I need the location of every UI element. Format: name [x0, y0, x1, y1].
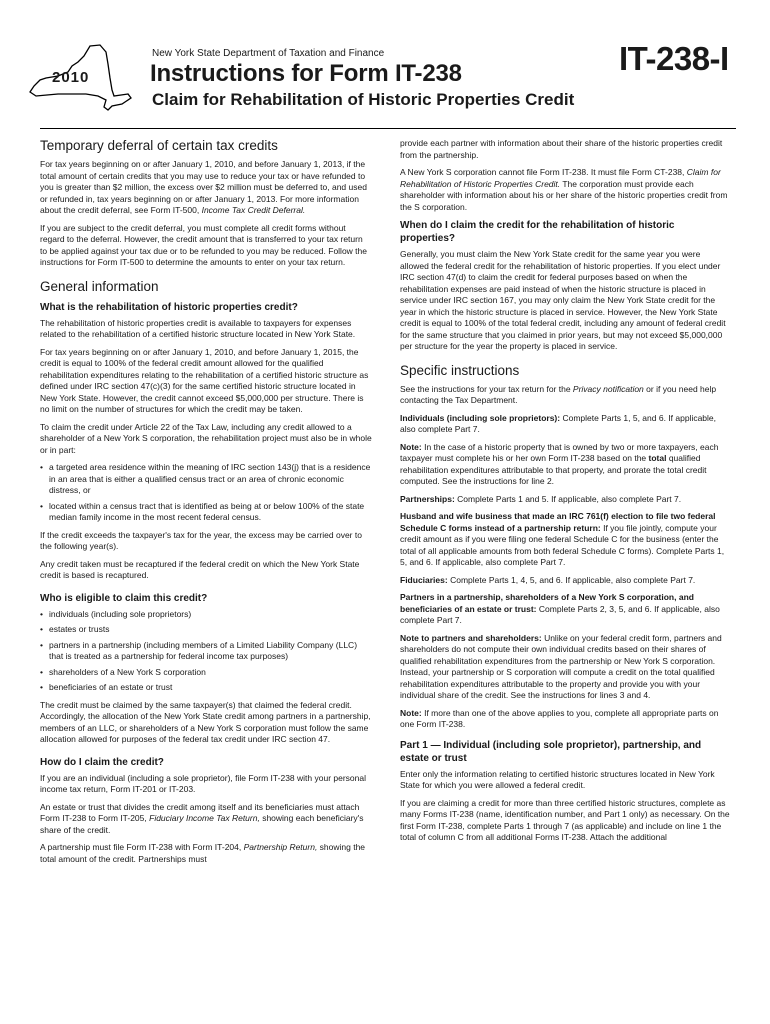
what-paragraph-4: If the credit exceeds the taxpayer's tax for the year, the excess may be carried over to the following year(s).	[40, 529, 362, 551]
specific-instructions-heading: Specific instructions	[400, 362, 520, 378]
list-item: • beneficiaries of an estate or trust	[40, 682, 372, 694]
fiduciaries-paragraph: Fiduciaries: Complete Parts 1, 4, 5, and 6. If applicable, also complete Part 7.	[400, 574, 696, 585]
individuals-paragraph: Individuals (including sole proprietors): Complete Parts 1, 5, and 6. If applicable, also complete Part 7.	[400, 412, 717, 434]
note-partners-shareholders: Note to partners and shareholders: Unlike on your federal credit form, partners and shareholders do not compute their own individual credits based on their shares of qualified rehabilitation expenditures from the partnership or New York S corporation. Instead, your partnership or S corporation will compute a credit on the total qualified rehabilitation expenditures attributable to the property and provide you with your individual share of the credit. See the instructions for lines 3 and 4.	[400, 632, 722, 700]
privacy-paragraph: See the instructions for your tax return for the Privacy notification or if you need help contacting the Tax Department.	[400, 383, 717, 405]
department-name: New York State Department of Taxation and Finance	[152, 48, 385, 59]
list-item: • a targeted area residence within the meaning of IRC section 143(j) that is a residence in an area that is either a qualified census tract or an area of chronic economic distress, or	[40, 462, 372, 497]
part-1-heading: Part 1 — Individual (including sole proprietor), partnership, and estate or trust	[400, 739, 702, 764]
husband-wife-paragraph: Husband and wife business that made an IRC 761(f) election to file two federal Schedule C forms instead of a partnership return: If you file jointly, compute your credit amount as if you were filing one federal Schedule C for the business (enter the total of all applicable amounts from both federal Schedule C forms). Complete Parts 1, 5, and 6. If applicable, also complete Part 7.	[400, 511, 725, 567]
list-item: • individuals (including sole proprietors)	[40, 609, 372, 621]
page-title: Instructions for Form IT-238	[150, 60, 462, 87]
how-paragraph-1: If you are an individual (including a sole proprietor), file Form IT-238 with your personal income tax return, Form IT-201 or IT-203.	[40, 772, 366, 794]
what-paragraph-2: For tax years beginning on or after January 1, 2010, and before January 1, 2015, the credit is equal to 100% of the federal credit amount allowed for the qualified rehabilitation expenditures relating to the rehabilitation of a certified historic structure as defined under IRC section 47(c)(3) for the same certified historic structure located in New York State. However, the credit cannot exceed $5,000,000 per structure. There is no limit on the number of structures for which the credit may be taken.	[40, 346, 369, 414]
deferral-paragraph-1: For tax years beginning on or after January 1, 2010, and before January 1, 2013, if the total amount of certain credits that you may use to reduce your tax or have refunded to you is greater than $2 million, the excess over $2 million must be deferred to, and used or refunded in, tax years beginning on or after January 1, 2013. For more information about the credit deferral, see Form IT-500, Income Tax Credit Deferral.	[40, 159, 367, 215]
header-divider	[40, 128, 736, 129]
note-multiple: Note: If more than one of the above applies to you, complete all appropriate parts on one Form IT-238.	[400, 707, 719, 729]
what-paragraph-3: To claim the credit under Article 22 of the Tax Law, including any credit allowed to a shareholder of a New York S corporation, the rehabilitation project must also be in whole or in part:	[40, 421, 372, 455]
s-corporation-paragraph: A New York S corporation cannot file Form IT-238. It must file Form CT-238, Claim for Rehabilitation of Historic Properties Credit. The corporation must provide each shareholder with information about his or her share of the historic properties credit from the S corporation.	[400, 167, 728, 212]
form-number: IT-238-I	[619, 40, 729, 77]
what-paragraph-5: Any credit taken must be recaptured if the federal credit on which the New York State credit is based is recaptured.	[40, 558, 360, 580]
who-paragraph-1: The credit must be claimed by the same taxpayer(s) that claimed the federal credit. Accordingly, the allocation of the New York State credit among partners in a partnership, members of an LLC, or shareholders of a New York S corporation must follow the same allocation allowed for purposes of the federal tax credit under IRC section 47.	[40, 699, 371, 744]
continued-paragraph: provide each partner with information about their share of the historic properties credit from the partnership.	[400, 138, 723, 160]
what-paragraph-1: The rehabilitation of historic properties credit is available to taxpayers for expenses related to the rehabilitation of a certified historic structure located in New York State.	[40, 317, 356, 339]
page-subtitle: Claim for Rehabilitation of Historic Properties Credit	[152, 90, 575, 109]
eligible-list	[40, 609, 372, 694]
note-joint-ownership: Note: In the case of a historic property that is owned by two or more taxpayers, each taxpayer must complete his or her own Form IT-238 based on the total qualified rehabilitation expenditures attributable to that property, and prorate the total credit computed. See the instructions for line 2.	[400, 441, 719, 486]
deferral-paragraph-2: If you are subject to the credit deferral, you must complete all credit forms without regard to the deferral. However, the credit amount that is transferred to your tax return to be applied against your tax due or to be refunded to you may be reduced. Follow the instructions for Form IT-500 to determine the amounts to enter on your tax return.	[40, 222, 367, 267]
partners-paragraph: Partners in a partnership, shareholders of a New York S corporation, and beneficiaries of an estate or trust: Complete Parts 2, 3, 5, and 6. If applicable, also complete Part 7.	[400, 592, 720, 625]
how-claim-heading: How do I claim the credit?	[40, 756, 164, 768]
left-column	[40, 138, 372, 871]
list-item: • partners in a partnership (including members of a Limited Liability Company (LLC) that is treated as a partnership for federal income tax purposes)	[40, 640, 372, 663]
list-item: • estates or trusts	[40, 624, 372, 636]
how-paragraph-2: An estate or trust that divides the credit among itself and its beneficiaries must attach Form IT-238 to Form IT-205, Fiduciary Income Tax Return, showing each beneficiary's share of the credit.	[40, 801, 364, 835]
general-information-heading: General information	[40, 278, 159, 294]
list-item: • shareholders of a New York S corporation	[40, 667, 372, 679]
part-1-paragraph-1: Enter only the information relating to certified historic structures located in New York State for which you were allowed a federal credit.	[400, 768, 715, 790]
partnerships-paragraph: Partnerships: Complete Parts 1 and 5. If applicable, also complete Part 7.	[400, 493, 682, 504]
list-item: • located within a census tract that is identified as being at or below 100% of the state median family income in the most recent federal census.	[40, 501, 372, 524]
when-paragraph-1: Generally, you must claim the New York State credit for the same year you were allowed the federal credit for the rehabilitation of historic properties. If you elect under IRC section 47(d) to claim the credit for federal purposes based on when the rehabilitation expenses are paid instead of when the historic structure is placed in service under IRC section 167, you may only claim the New York State credit for the year in which the historic structure is placed in service. However, the New York State credit is equal to 100% of the total federal credit, including any amount of federal credit for the same structure that you claimed in prior years, but may not exceed $5,000,000 per structure for the year the property is placed in service.	[400, 249, 726, 351]
part-1-paragraph-2: If you are claiming a credit for more than three certified historic structures, complete as many Forms IT-238 (name, identification number, and Part 1 only) as necessary. On the first Form IT-238, complete Parts 1 through 7 (as applicable) and include on line 1 the total of column C from all additional Forms IT-238. Attach the additional	[400, 797, 730, 842]
form-header	[0, 0, 770, 130]
right-column	[400, 138, 730, 850]
what-is-credit-heading: What is the rehabilitation of historic properties credit?	[40, 301, 298, 313]
tax-year: 2010	[52, 69, 90, 86]
how-paragraph-3: A partnership must file Form IT-238 with Form IT-204, Partnership Return, showing the total amount of the credit. Partnerships must	[40, 842, 366, 864]
requirement-list	[40, 462, 372, 524]
who-eligible-heading: Who is eligible to claim this credit?	[40, 592, 208, 604]
deferral-heading: Temporary deferral of certain tax credits	[40, 138, 278, 153]
when-claim-heading: When do I claim the credit for the rehabilitation of historic properties?	[400, 220, 675, 244]
